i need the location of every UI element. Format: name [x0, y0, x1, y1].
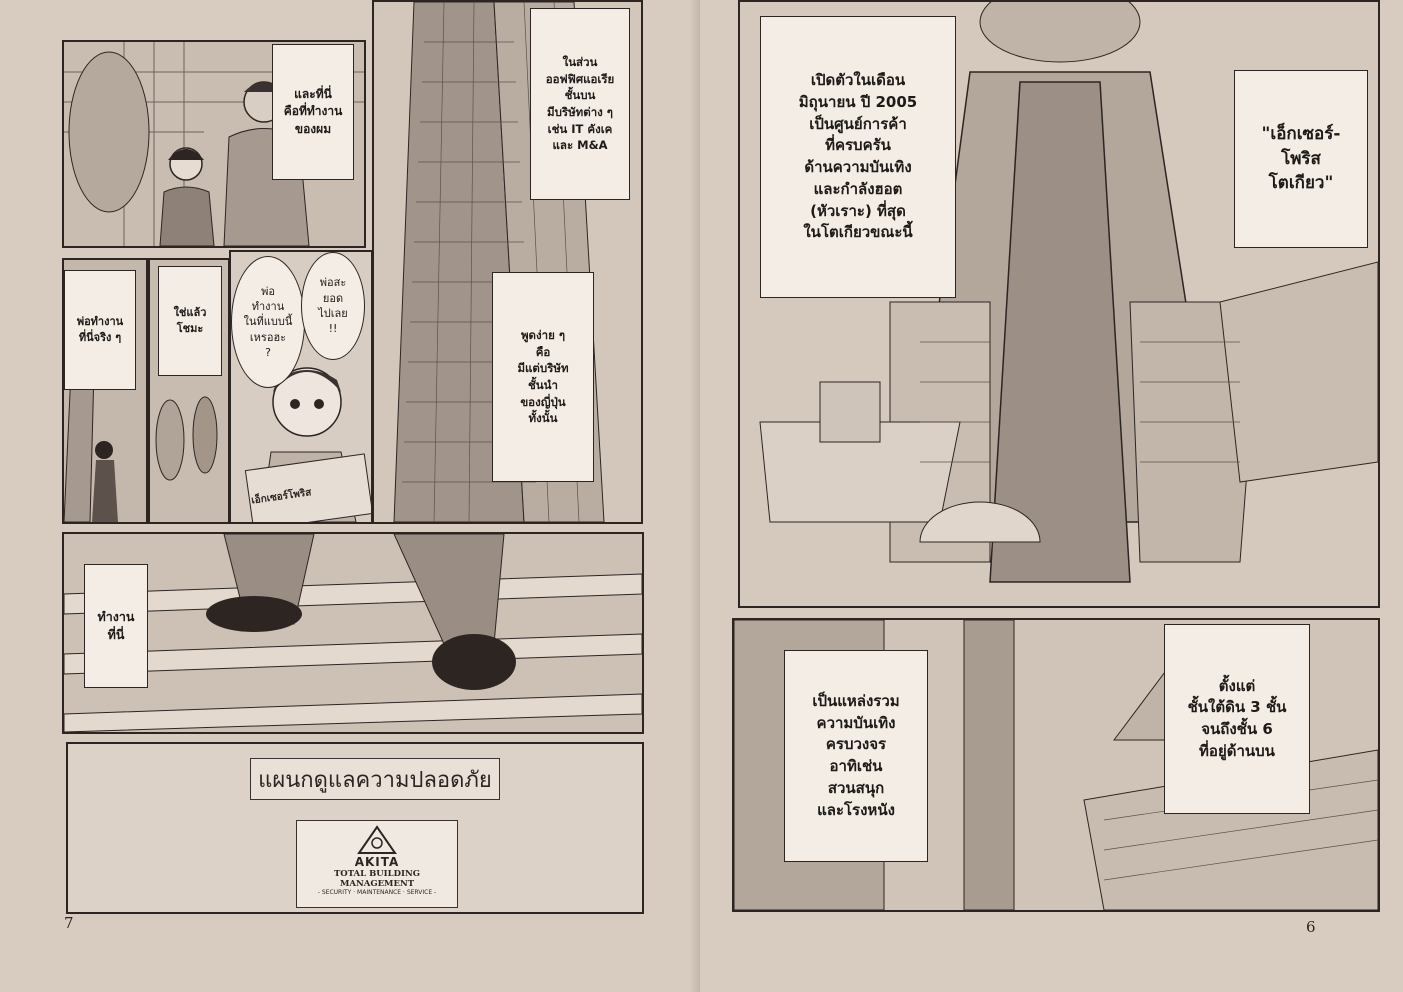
panel-tower	[372, 0, 643, 524]
panel-entertainment	[732, 618, 1380, 912]
caption-office-here: และที่นี่ คือที่ทำงาน ของผม	[272, 44, 354, 180]
akita-services: - SECURITY · MAINTENANCE · SERVICE -	[317, 889, 437, 896]
security-department-sign: แผนกดูแลความปลอดภัย	[250, 758, 500, 800]
panel-boy	[229, 250, 373, 524]
panel-stairs	[62, 532, 644, 734]
page-number-left: 7	[64, 914, 74, 932]
caption-upper-floors: ในส่วน ออฟฟิศแอเรีย ชั้นบน มีบริษัทต่าง ๆ เช่น IT คังเค และ M&A	[530, 8, 630, 200]
caption-dad-works-here: พ่อทำงาน ที่นี่จริง ๆ	[64, 270, 136, 390]
panel-security-sign	[66, 742, 644, 914]
caption-mall-name: "เอ็กเซอร์- โพริส โตเกียว"	[1234, 70, 1368, 248]
akita-triangle-icon	[357, 825, 397, 855]
left-manga-page	[0, 0, 700, 992]
caption-floors: ตั้งแต่ ชั้นใต้ดิน 3 ชั้น จนถึงชั้น 6 ที่อยู่ด้านบน	[1164, 624, 1310, 814]
caption-simply-put: พูดง่าย ๆ คือ มีแต่บริษัท ชั้นนำ ของญี่ปุ่น ทั้งนั้น	[492, 272, 594, 482]
panel-crowd	[148, 258, 230, 524]
speech-bubble-great: พ่อสะ ยอด ไปเลย !!	[301, 252, 365, 360]
akita-logo	[296, 820, 458, 908]
stairs-illustration	[64, 534, 642, 732]
akita-tagline: TOTAL BUILDING MANAGEMENT	[333, 869, 421, 889]
magazine-title: เอ็กเซอร์โพริส	[250, 487, 313, 507]
caption-entertainment: เป็นแหล่งรวม ความบันเทิง ครบวงจร อาทิเช่น สวนสนุก และโรงหนัง	[784, 650, 928, 862]
panel-father	[62, 258, 148, 524]
akita-brand: AKITA	[354, 855, 400, 869]
caption-yes-shouma: ใช่แล้ว โชมะ	[158, 266, 222, 376]
right-manga-page	[700, 0, 1403, 992]
panel-mall-exterior	[738, 0, 1380, 608]
panel-lobby	[62, 40, 366, 248]
caption-opened: เปิดตัวในเดือน มิถุนายน ปี 2005 เป็นศูนย์การค้า ที่ครบครัน ด้านความบันเทิง และกำลังฮอต (หัวเราะ) ที่สุด ในโตเกียวขณะนี้	[760, 16, 956, 298]
page-number-right: 6	[1306, 918, 1316, 936]
caption-work-here: ทำงาน ที่นี่	[84, 564, 148, 688]
speech-bubble-question: พ่อ ทำงาน ในที่แบบนี้ เหรอฮะ ?	[231, 256, 305, 388]
